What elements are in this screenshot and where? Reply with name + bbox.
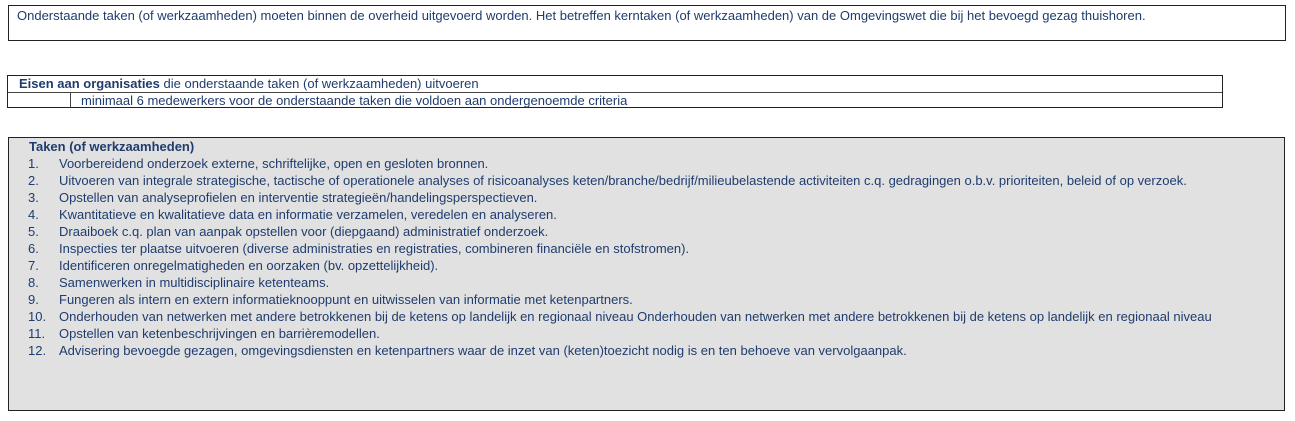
task-list — [9, 155, 1276, 359]
requirements-table — [7, 75, 1223, 108]
task-number: 6. — [28, 241, 39, 256]
task-text: Opstellen van ketenbeschrijvingen en barrièremodellen. — [59, 326, 380, 341]
task-text: Draaiboek c.q. plan van aanpak opstellen voor (diepgaand) administratief onderzoek. — [59, 224, 549, 239]
task-text: Fungeren als intern en extern informatieknooppunt en uitwisselen van informatie met ketenpartners. — [59, 292, 633, 307]
task-item — [9, 308, 1276, 325]
task-number: 11. — [28, 326, 46, 341]
task-text: Onderhouden van netwerken met andere betrokkenen bij de ketens op landelijk en regionaal niveau Onderhouden van netwerken met andere betrokkenen bij de ketens op landelijk en regionaal niveau — [59, 309, 1212, 324]
intro-box — [8, 5, 1286, 41]
requirements-header-bold: Eisen aan organisaties — [19, 76, 160, 91]
requirements-value-cell: minimaal 6 medewerkers voor de onderstaande taken die voldoen aan ondergenoemde criteria — [81, 92, 628, 108]
intro-text: Onderstaande taken (of werkzaamheden) moeten binnen de overheid uitgevoerd worden. Het betreffen kerntaken (of werkzaamheden) van de Omgevingswet die bij het bevoegd gezag thuishoren. — [17, 8, 1146, 23]
requirements-row — [8, 92, 1222, 108]
requirements-header-row — [8, 76, 1222, 92]
task-item — [9, 206, 1276, 223]
task-text: Inspecties ter plaatse uitvoeren (diverse administraties en registraties, combineren financiële en stofstromen). — [59, 241, 690, 256]
tasks-title: Taken (of werkzaamheden) — [29, 139, 195, 154]
task-text: Opstellen van analyseprofielen en interventie strategieën/handelingsperspectieven. — [59, 190, 538, 205]
task-number: 9. — [28, 292, 39, 307]
task-text: Advisering bevoegde gezagen, omgevingsdiensten en ketenpartners waar de inzet van (keten)toezicht nodig is en ten behoeve van vervolgaanpak. — [59, 343, 907, 358]
task-item — [9, 240, 1276, 257]
task-item — [9, 223, 1276, 240]
task-number: 4. — [28, 207, 39, 222]
task-text: Voorbereidend onderzoek externe, schriftelijke, open en gesloten bronnen. — [59, 156, 489, 171]
task-text: Kwantitatieve en kwalitatieve data en informatie verzamelen, veredelen en analyseren. — [59, 207, 557, 222]
task-number: 5. — [28, 224, 39, 239]
task-number: 3. — [28, 190, 39, 205]
task-number: 8. — [28, 275, 39, 290]
task-number: 12. — [28, 343, 47, 358]
task-text: Uitvoeren van integrale strategische, tactische of operationele analyses of risicoanalyses keten/branche/bedrijf/milieubelastende activiteiten c.q. gedragingen o.b.v. prioriteiten, beleid of op verzoek. — [59, 173, 1187, 188]
task-text: Samenwerken in multidisciplinaire ketenteams. — [59, 275, 330, 290]
requirements-indent-cell — [8, 93, 71, 108]
tasks-box — [8, 137, 1285, 411]
task-item — [9, 342, 1276, 359]
task-item — [9, 325, 1276, 342]
task-item — [9, 274, 1276, 291]
task-number: 7. — [28, 258, 39, 273]
task-item — [9, 291, 1276, 308]
task-item — [9, 257, 1276, 274]
task-item — [9, 172, 1276, 189]
task-number: 1. — [28, 156, 39, 171]
task-number: 2. — [28, 173, 39, 188]
task-item — [9, 155, 1276, 172]
requirements-header — [8, 76, 479, 92]
task-text: Identificeren onregelmatigheden en oorzaken (bv. opzettelijkheid). — [59, 258, 439, 273]
requirements-header-rest: die onderstaande taken (of werkzaamheden) uitvoeren — [159, 76, 479, 91]
task-number: 10. — [28, 309, 47, 324]
task-item — [9, 189, 1276, 206]
